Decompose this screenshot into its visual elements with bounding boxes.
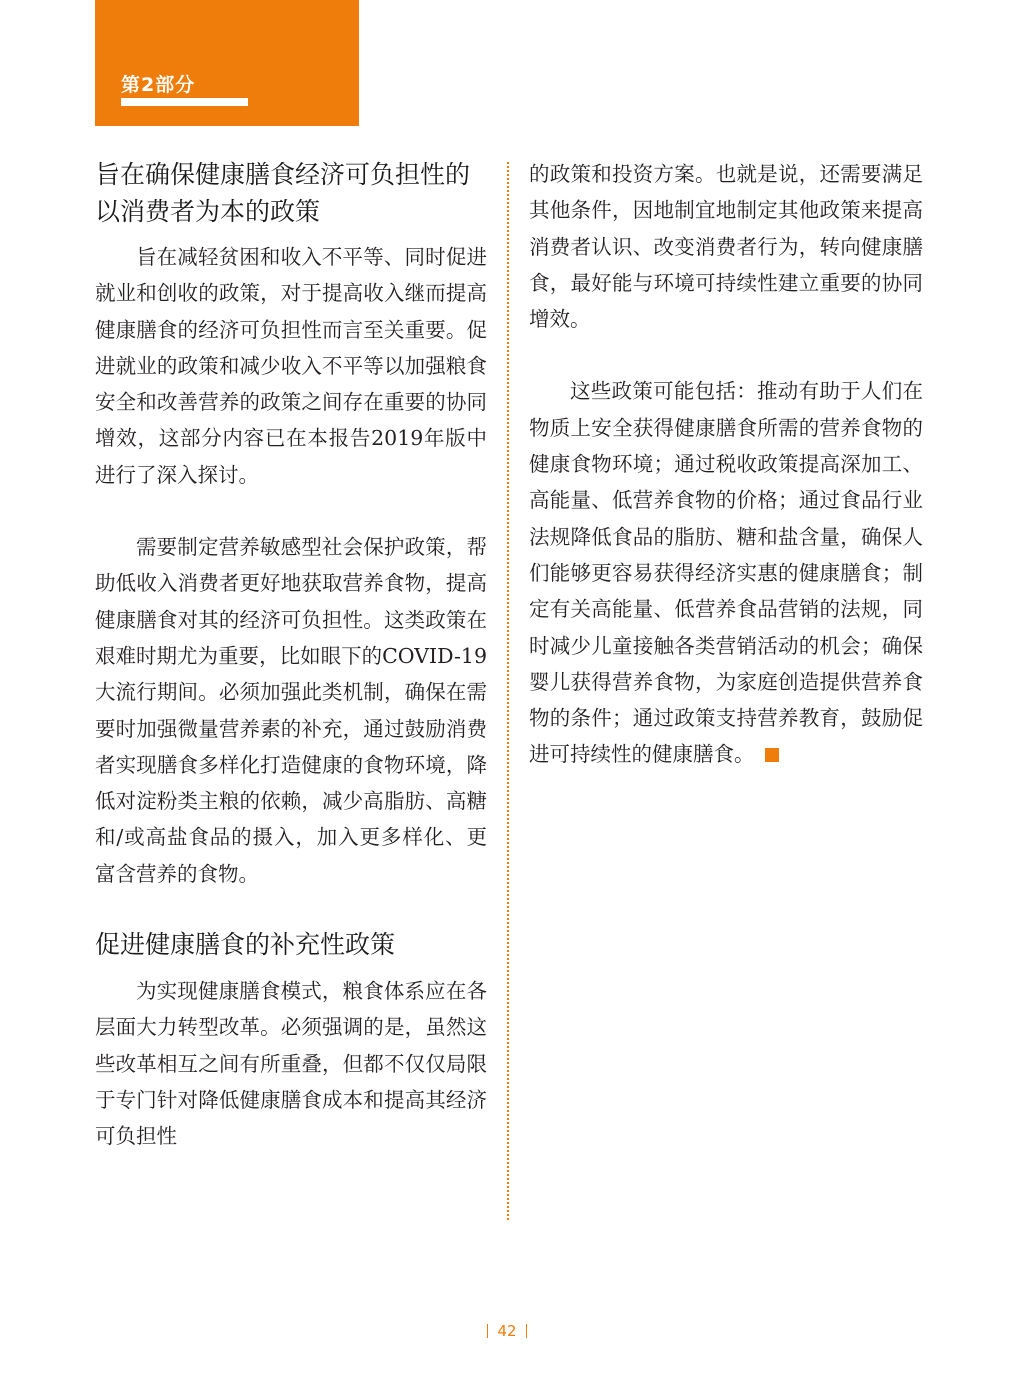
right-column <box>529 156 923 773</box>
paragraph-policy-examples-text: 这些政策可能包括：推动有助于人们在物质上安全获得健康膳食所需的营养食物的健康食物环境；通过税收政策提高深加工、高能量、低营养食物的价格；通过食品行业法规降低食品的脂肪、糖和盐含量，确保人们能够更容易获得经济实惠的健康膳食；制定有关高能量、低营养食品营销的法规，同时减少儿童接触各类营销活动的机会；确保婴儿获得营养食物，为家庭创造提供营养食物的条件；通过政策支持营养教育，鼓励促进可持续性的健康膳食。 <box>529 379 923 767</box>
end-of-section-square-icon <box>765 748 779 762</box>
page-number-left-bar <box>487 1324 488 1338</box>
column-divider <box>507 162 509 1220</box>
section-label: 第2部分 <box>121 74 196 96</box>
heading-complementary-policies: 促进健康膳食的补充性政策 <box>95 930 396 960</box>
page-number-value: 42 <box>497 1322 517 1340</box>
paragraph-continued: 的政策和投资方案。也就是说，还需要满足其他条件，因地制宜地制定其他政策来提高消费者认识、改变消费者行为，转向健康膳食，最好能与环境可持续性建立重要的协同增效。 <box>529 162 923 332</box>
paragraph-social-protection: 需要制定营养敏感型社会保护政策，帮助低收入消费者更好地获取营养食物，提高健康膳食对其的经济可负担性。这类政策在艰难时期尤为重要，比如眼下的COVID-19大流行期间。必须加强此类机制，确保在需要时加强微量营养素的补充，通过鼓励消费者实现膳食多样化打造健康的食物环境，降低对淀粉类主粮的依赖，减少高脂肪、高糖和/或高盐食品的摄入，加入更多样化、更富含营养的食物。 <box>95 535 487 886</box>
page-number-right-bar <box>526 1324 527 1338</box>
left-column <box>95 156 487 1155</box>
paragraph-poverty-policies: 旨在减轻贫困和收入不平等、同时促进就业和创收的政策，对于提高收入继而提高健康膳食的经济可负担性而言至关重要。促进就业的政策和减少收入不平等以加强粮食安全和改善营养的政策之间存在重要的协同增效，这部分内容已在本报告2019年版中进行了深入探讨。 <box>95 245 487 487</box>
heading-consumer-policies: 旨在确保健康膳食经济可负担性的以消费者为本的政策 <box>95 160 471 226</box>
section-tab <box>95 0 359 126</box>
paragraph-food-system-transformation: 为实现健康膳食模式，粮食体系应在各层面大力转型改革。必须强调的是，虽然这些改革相互之间有所重叠，但都不仅仅局限于专门针对降低健康膳食成本和提高其经济可负担性 <box>95 979 487 1149</box>
paragraph-policy-examples <box>529 373 923 772</box>
page-number <box>0 1322 1014 1340</box>
section-underline <box>121 98 248 106</box>
